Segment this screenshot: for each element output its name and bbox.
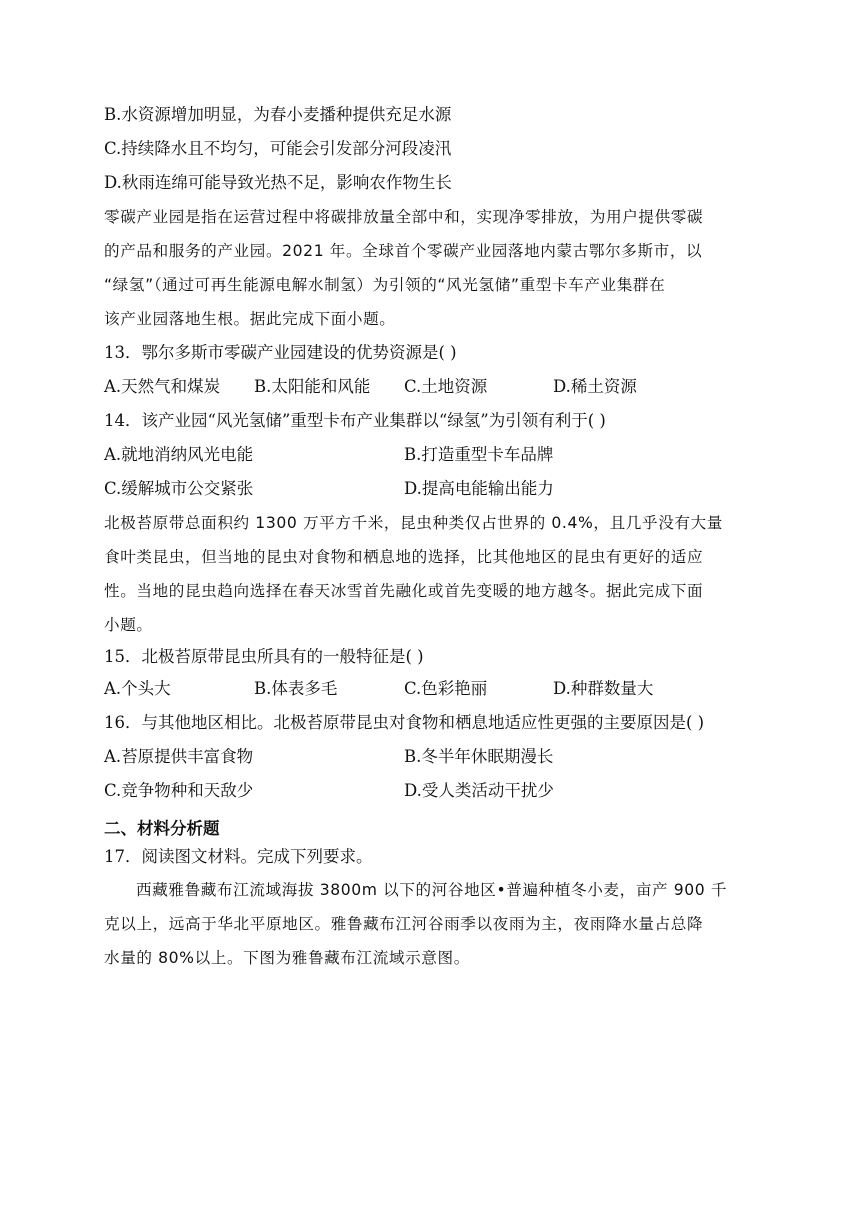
q16-option-c: C.竞争物种和天敌少	[104, 781, 254, 800]
passage-tundra-line: 小题。	[104, 616, 153, 634]
q14-option-b: B.打造重型卡车品牌	[404, 445, 554, 464]
q12-option-b: B.水资源增加明显，为春小麦播种提供充足水源	[104, 105, 452, 124]
q12-option-d: D.秋雨连绵可能导致光热不足，影响农作物生长	[104, 173, 452, 192]
passage-tundra-line: 食叶类昆虫，但当地的昆虫对食物和栖息地的选择，比其他地区的昆虫有更好的适应	[104, 548, 704, 566]
passage-zero-carbon-line: “绿氢”（通过可再生能源电解水制氢）为引领的“风光氢储”重型卡车产业集群在	[104, 276, 666, 294]
q15-stem: 15．北极苔原带昆虫所具有的一般特征是( )	[104, 647, 424, 666]
section-title: 二、材料分析题	[104, 819, 220, 838]
q15-option-d: D.种群数量大	[553, 679, 654, 698]
q16-option-a: A.苔原提供丰富食物	[104, 747, 254, 766]
q15-option-b: B.体表多毛	[254, 679, 338, 698]
q15-option-a: A.个头大	[104, 679, 171, 698]
q17-material-line: 西藏雅鲁藏布江流域海拔 3800m 以下的河谷地区•普遍种植冬小麦，亩产 900 千	[136, 881, 728, 899]
passage-tundra-line: 性。当地的昆虫趋向选择在春天冰雪首先融化或首先变暖的地方越冬。据此完成下面	[104, 582, 704, 600]
q16-option-b: B.冬半年休眠期漫长	[404, 747, 554, 766]
q17-stem: 17．阅读图文材料。完成下列要求。	[104, 847, 373, 866]
q13-option-c: C.土地资源	[404, 377, 488, 396]
q13-option-d: D.稀土资源	[553, 377, 637, 396]
passage-tundra-line: 北极苔原带总面积约 1300 万平方千米，昆虫种类仅占世界的 0.4%，且几乎没有大量	[104, 514, 723, 532]
q14-option-d: D.提高电能输出能力	[404, 479, 554, 498]
q16-stem: 16．与其他地区相比。北极苔原带昆虫对食物和栖息地适应性更强的主要原因是( )	[104, 713, 705, 732]
passage-zero-carbon-line: 的产品和服务的产业园。2021 年。全球首个零碳产业园落地内蒙古鄂尔多斯市，以	[104, 242, 703, 260]
q16-option-d: D.受人类活动干扰少	[404, 781, 554, 800]
q17-material-line: 水量的 80%以上。下图为雅鲁藏布江流域示意图。	[104, 949, 470, 967]
q14-option-c: C.缓解城市公交紧张	[104, 479, 254, 498]
q13-option-b: B.太阳能和风能	[254, 377, 371, 396]
passage-zero-carbon-line: 零碳产业园是指在运营过程中将碳排放量全部中和，实现净零排放，为用户提供零碳	[104, 208, 704, 226]
q17-material-line: 克以上，远高于华北平原地区。雅鲁藏布江河谷雨季以夜雨为主，夜雨降水量占总降	[104, 915, 704, 933]
q12-option-c: C.持续降水且不均匀，可能会引发部分河段凌汛	[104, 139, 452, 158]
q14-option-a: A.就地消纳风光电能	[104, 445, 254, 464]
q13-option-a: A.天然气和煤炭	[104, 377, 221, 396]
q14-stem: 14．该产业园“风光氢储”重型卡布产业集群以“绿氢”为引领有利于( )	[104, 411, 606, 430]
q15-option-c: C.色彩艳丽	[404, 679, 488, 698]
q13-stem: 13．鄂尔多斯市零碳产业园建设的优势资源是( )	[104, 343, 457, 362]
passage-zero-carbon-line: 该产业园落地生根。据此完成下面小题。	[104, 310, 396, 328]
